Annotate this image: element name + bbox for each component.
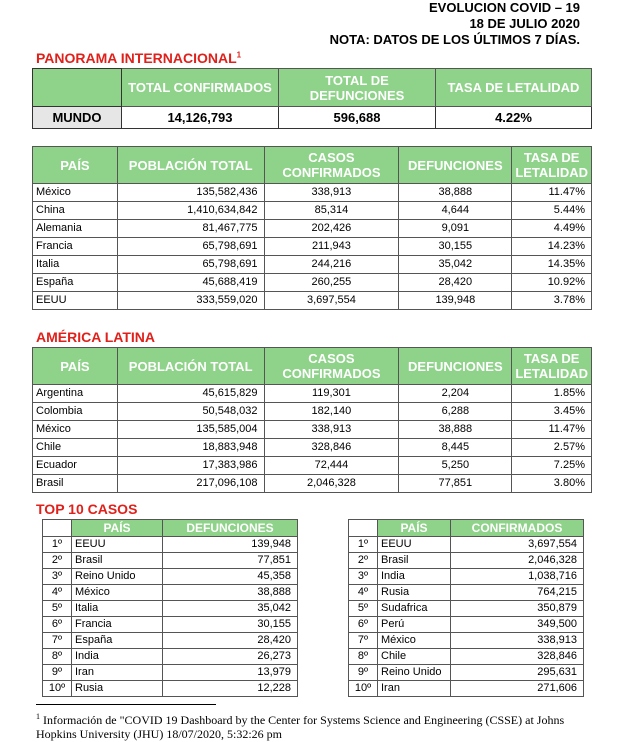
cell-country: Brasil bbox=[72, 553, 163, 569]
table-row bbox=[349, 569, 584, 585]
cell-country: Reino Unido bbox=[72, 569, 163, 585]
cell-country: Chile bbox=[378, 649, 451, 665]
cell-country: Brasil bbox=[33, 475, 118, 493]
cell-deaths: 30,155 bbox=[399, 238, 512, 256]
cell-value: 28,420 bbox=[163, 633, 298, 649]
cell-rate: 11.47% bbox=[512, 184, 592, 202]
section-title-international: PANORAMA INTERNACIONAL$^1$ bbox=[36, 50, 242, 66]
top10-confirmed-table bbox=[348, 519, 584, 697]
cell-rate: 3.80% bbox=[512, 475, 592, 493]
cell-rank: 4º bbox=[43, 585, 72, 601]
cell-rank: 1º bbox=[349, 537, 378, 553]
rank-header-empty bbox=[43, 520, 72, 537]
latam-rows bbox=[33, 385, 592, 493]
cell-rank: 2º bbox=[43, 553, 72, 569]
table-row bbox=[43, 601, 298, 617]
table-row bbox=[349, 681, 584, 697]
cell-value: 139,948 bbox=[163, 537, 298, 553]
cell-cases: 338,913 bbox=[264, 184, 399, 202]
col-rate: TASA DE LETALIDAD bbox=[512, 147, 592, 184]
table-row bbox=[43, 633, 298, 649]
cell-country: EEUU bbox=[33, 292, 118, 310]
cell-country: Alemania bbox=[33, 220, 118, 238]
cell-rate: 5.44% bbox=[512, 202, 592, 220]
table-row bbox=[33, 220, 592, 238]
cell-value: 338,913 bbox=[451, 633, 584, 649]
cell-rank: 8º bbox=[349, 649, 378, 665]
cell-rate: 14.23% bbox=[512, 238, 592, 256]
col-cases: CASOS CONFIRMADOS bbox=[264, 147, 399, 184]
header-total-confirmed: TOTAL CONFIRMADOS bbox=[122, 69, 279, 107]
cell-country: Brasil bbox=[378, 553, 451, 569]
cell-cases: 202,426 bbox=[264, 220, 399, 238]
table-row bbox=[33, 385, 592, 403]
cell-country: España bbox=[72, 633, 163, 649]
rank-header-empty bbox=[349, 520, 378, 537]
cell-deaths: 5,250 bbox=[399, 457, 512, 475]
report-note: NOTA: DATOS DE LOS ÚLTIMOS 7 DÍAS. bbox=[329, 32, 580, 47]
cell-population: 65,798,691 bbox=[117, 256, 264, 274]
cell-rate: 7.25% bbox=[512, 457, 592, 475]
cell-cases: 3,697,554 bbox=[264, 292, 399, 310]
col-country: PAÍS bbox=[72, 520, 163, 537]
col-deaths: DEFUNCIONES bbox=[399, 348, 512, 385]
cell-population: 45,688,419 bbox=[117, 274, 264, 292]
cell-rank: 4º bbox=[349, 585, 378, 601]
cell-deaths: 38,888 bbox=[399, 184, 512, 202]
table-row bbox=[43, 649, 298, 665]
cell-country: España bbox=[33, 274, 118, 292]
section-title-top10: TOP 10 CASOS bbox=[36, 501, 138, 517]
cell-country: India bbox=[72, 649, 163, 665]
table-row bbox=[33, 238, 592, 256]
table-row bbox=[349, 601, 584, 617]
table-row bbox=[349, 537, 584, 553]
cell-rank: 6º bbox=[349, 617, 378, 633]
footnote bbox=[36, 710, 596, 741]
table-row bbox=[33, 256, 592, 274]
col-deaths: DEFUNCIONES bbox=[163, 520, 298, 537]
cell-rank: 9º bbox=[349, 665, 378, 681]
cell-country: Iran bbox=[72, 665, 163, 681]
table-row bbox=[349, 665, 584, 681]
report-title: EVOLUCION COVID – 19 bbox=[429, 0, 580, 15]
empty-header-cell bbox=[33, 69, 122, 107]
cell-deaths: 77,851 bbox=[399, 475, 512, 493]
latam-countries-table bbox=[32, 347, 592, 493]
cell-cases: 2,046,328 bbox=[264, 475, 399, 493]
cell-deaths: 38,888 bbox=[399, 421, 512, 439]
cell-deaths: 9,091 bbox=[399, 220, 512, 238]
table-row bbox=[43, 617, 298, 633]
cell-value: 35,042 bbox=[163, 601, 298, 617]
cell-country: Iran bbox=[378, 681, 451, 697]
world-label: MUNDO bbox=[33, 107, 122, 129]
cell-value: 349,500 bbox=[451, 617, 584, 633]
cell-value: 1,038,716 bbox=[451, 569, 584, 585]
report-date: 18 DE JULIO 2020 bbox=[469, 16, 580, 31]
top10-deaths-rows bbox=[43, 537, 298, 697]
cell-value: 328,846 bbox=[451, 649, 584, 665]
international-rows bbox=[33, 184, 592, 310]
cell-rank: 1º bbox=[43, 537, 72, 553]
cell-deaths: 28,420 bbox=[399, 274, 512, 292]
cell-country: Ecuador bbox=[33, 457, 118, 475]
cell-rank: 7º bbox=[43, 633, 72, 649]
cell-rank: 8º bbox=[43, 649, 72, 665]
cell-cases: 72,444 bbox=[264, 457, 399, 475]
table-row bbox=[33, 403, 592, 421]
col-country: PAÍS bbox=[33, 147, 118, 184]
cell-country: China bbox=[33, 202, 118, 220]
col-country: PAÍS bbox=[33, 348, 118, 385]
col-deaths: DEFUNCIONES bbox=[399, 147, 512, 184]
cell-deaths: 139,948 bbox=[399, 292, 512, 310]
cell-population: 45,615,829 bbox=[117, 385, 264, 403]
cell-deaths: 35,042 bbox=[399, 256, 512, 274]
cell-rate: 10.92% bbox=[512, 274, 592, 292]
header-fatality-rate: TASA DE LETALIDAD bbox=[436, 69, 592, 107]
table-row bbox=[33, 457, 592, 475]
col-population: POBLACIÓN TOTAL bbox=[117, 348, 264, 385]
cell-cases: 328,846 bbox=[264, 439, 399, 457]
col-country: PAÍS bbox=[378, 520, 451, 537]
cell-population: 18,883,948 bbox=[117, 439, 264, 457]
col-population: POBLACIÓN TOTAL bbox=[117, 147, 264, 184]
table-row bbox=[33, 184, 592, 202]
footnote-number: 1 bbox=[36, 712, 40, 721]
cell-country: Francia bbox=[33, 238, 118, 256]
section-title-latam: AMÉRICA LATINA bbox=[36, 329, 155, 345]
cell-population: 1,410,634,842 bbox=[117, 202, 264, 220]
table-row bbox=[33, 292, 592, 310]
table-row bbox=[33, 439, 592, 457]
cell-rank: 10º bbox=[43, 681, 72, 697]
world-confirmed: 14,126,793 bbox=[122, 107, 279, 129]
col-confirmed: CONFIRMADOS bbox=[451, 520, 584, 537]
cell-population: 50,548,032 bbox=[117, 403, 264, 421]
cell-deaths: 6,288 bbox=[399, 403, 512, 421]
cell-country: Francia bbox=[72, 617, 163, 633]
cell-cases: 244,216 bbox=[264, 256, 399, 274]
table-row bbox=[43, 665, 298, 681]
cell-country: México bbox=[33, 184, 118, 202]
cell-value: 12,228 bbox=[163, 681, 298, 697]
cell-cases: 182,140 bbox=[264, 403, 399, 421]
cell-country: EEUU bbox=[378, 537, 451, 553]
col-rate: TASA DE LETALIDAD bbox=[512, 348, 592, 385]
cell-value: 271,606 bbox=[451, 681, 584, 697]
cell-rank: 10º bbox=[349, 681, 378, 697]
cell-value: 45,358 bbox=[163, 569, 298, 585]
cell-country: México bbox=[33, 421, 118, 439]
cell-country: Colombia bbox=[33, 403, 118, 421]
cell-population: 135,585,004 bbox=[117, 421, 264, 439]
world-rate: 4.22% bbox=[436, 107, 592, 129]
cell-value: 350,879 bbox=[451, 601, 584, 617]
cell-rank: 5º bbox=[349, 601, 378, 617]
table-row bbox=[33, 475, 592, 493]
table-row bbox=[33, 202, 592, 220]
cell-deaths: 2,204 bbox=[399, 385, 512, 403]
cell-population: 17,383,986 bbox=[117, 457, 264, 475]
cell-value: 3,697,554 bbox=[451, 537, 584, 553]
cell-country: Italia bbox=[72, 601, 163, 617]
cell-population: 65,798,691 bbox=[117, 238, 264, 256]
cell-rate: 11.47% bbox=[512, 421, 592, 439]
cell-country: Italia bbox=[33, 256, 118, 274]
cell-value: 77,851 bbox=[163, 553, 298, 569]
world-summary-table bbox=[32, 68, 592, 129]
cell-country: México bbox=[378, 633, 451, 649]
cell-deaths: 8,445 bbox=[399, 439, 512, 457]
cell-rank: 9º bbox=[43, 665, 72, 681]
top10-confirmed-rows bbox=[349, 537, 584, 697]
cell-value: 38,888 bbox=[163, 585, 298, 601]
cell-country: Chile bbox=[33, 439, 118, 457]
footnote-rule bbox=[36, 704, 216, 705]
report-header bbox=[330, 0, 580, 48]
cell-country: Rusia bbox=[378, 585, 451, 601]
table-row bbox=[43, 585, 298, 601]
cell-rate: 14.35% bbox=[512, 256, 592, 274]
cell-cases: 119,301 bbox=[264, 385, 399, 403]
cell-rank: 5º bbox=[43, 601, 72, 617]
table-row bbox=[33, 274, 592, 292]
cell-country: EEUU bbox=[72, 537, 163, 553]
cell-country: Rusia bbox=[72, 681, 163, 697]
cell-country: Sudafrica bbox=[378, 601, 451, 617]
cell-value: 26,273 bbox=[163, 649, 298, 665]
cell-rank: 6º bbox=[43, 617, 72, 633]
cell-value: 2,046,328 bbox=[451, 553, 584, 569]
cell-rate: 2.57% bbox=[512, 439, 592, 457]
cell-value: 764,215 bbox=[451, 585, 584, 601]
cell-population: 333,559,020 bbox=[117, 292, 264, 310]
cell-country: India bbox=[378, 569, 451, 585]
cell-rate: 4.49% bbox=[512, 220, 592, 238]
world-deaths: 596,688 bbox=[279, 107, 436, 129]
cell-cases: 211,943 bbox=[264, 238, 399, 256]
international-countries-table bbox=[32, 146, 592, 310]
cell-value: 295,631 bbox=[451, 665, 584, 681]
cell-population: 81,467,775 bbox=[117, 220, 264, 238]
cell-cases: 338,913 bbox=[264, 421, 399, 439]
table-row bbox=[43, 569, 298, 585]
cell-country: Argentina bbox=[33, 385, 118, 403]
footnote-text: Información de "COVID 19 Dashboard by the Center for Systems Science and Engineering (CSSE) at Johns Hopkins University (JHU) 18/07/2020, 5:32:26 pm bbox=[36, 713, 565, 741]
table-row bbox=[43, 553, 298, 569]
cell-rank: 7º bbox=[349, 633, 378, 649]
cell-rank: 3º bbox=[349, 569, 378, 585]
cell-cases: 85,314 bbox=[264, 202, 399, 220]
col-cases: CASOS CONFIRMADOS bbox=[264, 348, 399, 385]
cell-value: 13,979 bbox=[163, 665, 298, 681]
table-row bbox=[349, 633, 584, 649]
cell-rank: 2º bbox=[349, 553, 378, 569]
cell-country: Reino Unido bbox=[378, 665, 451, 681]
header-total-deaths: TOTAL DE DEFUNCIONES bbox=[279, 69, 436, 107]
cell-rate: 3.45% bbox=[512, 403, 592, 421]
footnote-marker: 1 bbox=[236, 50, 242, 60]
cell-population: 217,096,108 bbox=[117, 475, 264, 493]
table-row bbox=[43, 537, 298, 553]
table-row bbox=[349, 553, 584, 569]
table-row bbox=[33, 421, 592, 439]
cell-value: 30,155 bbox=[163, 617, 298, 633]
cell-rate: 1.85% bbox=[512, 385, 592, 403]
cell-country: México bbox=[72, 585, 163, 601]
cell-cases: 260,255 bbox=[264, 274, 399, 292]
table-row bbox=[43, 681, 298, 697]
cell-country: Perú bbox=[378, 617, 451, 633]
cell-rate: 3.78% bbox=[512, 292, 592, 310]
cell-population: 135,582,436 bbox=[117, 184, 264, 202]
top10-deaths-table bbox=[42, 519, 298, 697]
table-row bbox=[349, 585, 584, 601]
table-row bbox=[349, 617, 584, 633]
cell-rank: 3º bbox=[43, 569, 72, 585]
table-row bbox=[349, 649, 584, 665]
cell-deaths: 4,644 bbox=[399, 202, 512, 220]
